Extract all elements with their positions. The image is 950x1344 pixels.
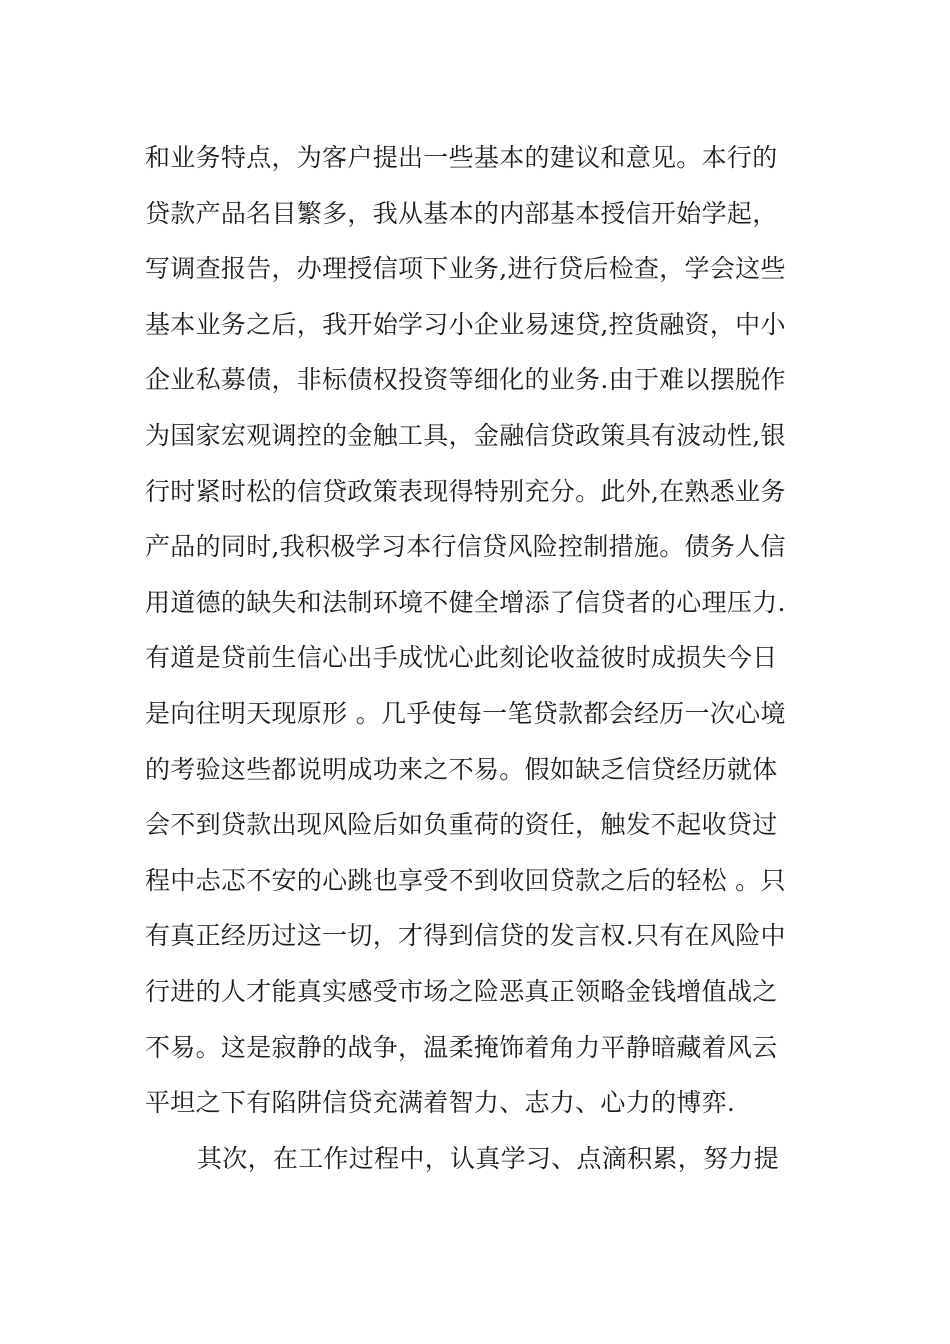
paragraph-start-line: 其次，在工作过程中，认真学习、点滴积累，努力提 [197,1143,779,1173]
text-line: 行时紧时松的信贷政策表现得特别充分。此外,在熟悉业务 [145,476,786,506]
text-line: 行进的人才能真实感受市场之险恶真正领略金钱增值战之 [145,976,778,1006]
text-line: 有道是贷前生信心出手成忧心此刻论收益彼时成损失今日 [145,643,778,673]
text-line: 会不到贷款出现风险后如负重荷的资任，触发不起收贷过 [145,810,778,840]
text-line: 有真正经历过这一切，才得到信贷的发言权.只有在风险中 [145,921,786,951]
text-line: 贷款产品名目繁多，我从基本的内部基本授信开始学起， [145,198,778,228]
text-line: 企业私募债，非标债权投资等细化的业务.由于难以摆脱作 [145,365,786,395]
text-line: 为国家宏观调控的金触工具，金融信贷政策具有波动性,银 [145,420,786,450]
text-line: 和业务特点，为客户提出一些基本的建议和意见。本行的 [145,143,778,172]
text-line: 不易。这是寂静的战争，温柔掩饰着角力平静暗藏着风云 [145,1032,778,1062]
text-line: 程中忐忑不安的心跳也享受不到收回贷款之后的轻松 。只 [145,865,786,895]
text-line: 平坦之下有陷阱信贷充满着智力、志力、心力的博弈. [145,1088,736,1118]
text-line: 基本业务之后，我开始学习小企业易速贷,控货融资，中小 [145,309,786,339]
text-line: 的考验这些都说明成功来之不易。假如缺乏信贷经历就体 [145,754,778,784]
body-text [145,130,810,1186]
text-line: 是向往明天现原形 。几乎使每一笔贷款都会经历一次心境 [145,698,786,728]
text-line: 写调查报告，办理授信项下业务,进行贷后检查，学会这些 [145,254,786,284]
text-line: 用道德的缺失和法制环境不健全增添了信贷者的心理压力. [145,587,786,617]
text-line: 产品的同时,我积极学习本行信贷风险控制措施。债务人信 [145,532,786,562]
